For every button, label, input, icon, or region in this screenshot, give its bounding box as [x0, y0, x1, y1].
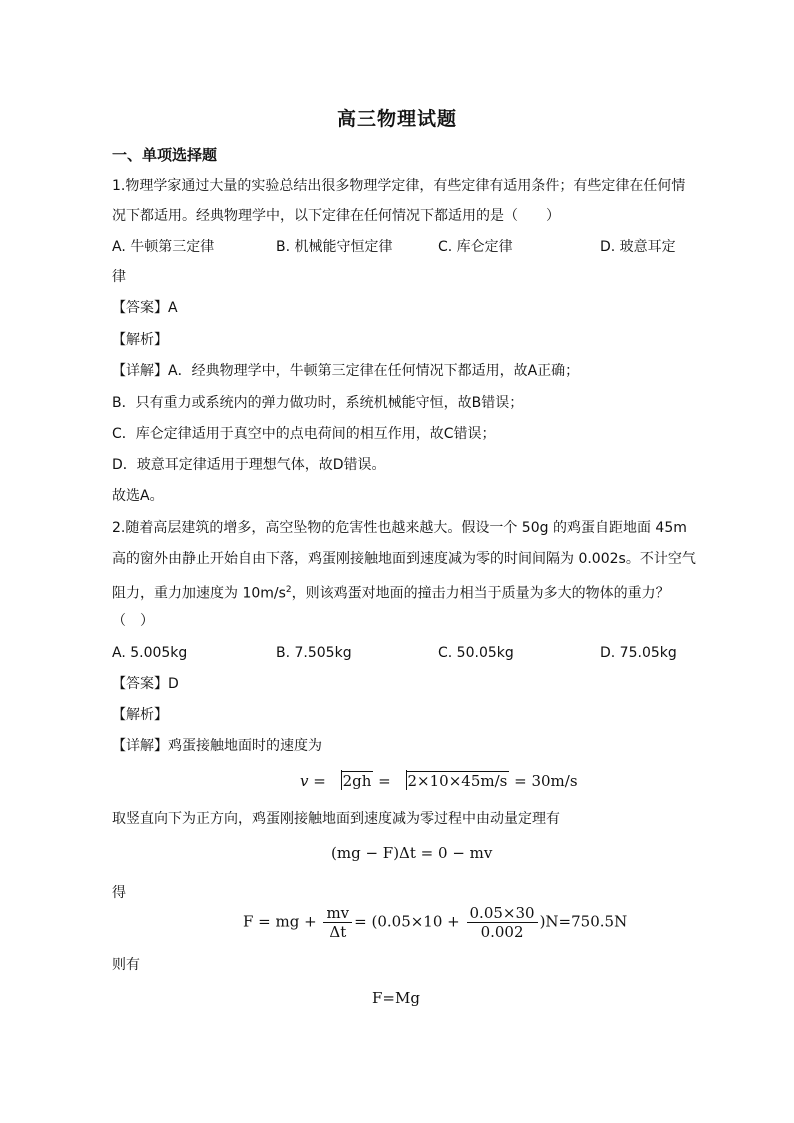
- q1-detail-text1: A．经典物理学中，牛顿第三定律在任何情况下都适用，故A正确；: [168, 363, 580, 379]
- q2-text4: 则有: [112, 957, 140, 973]
- sqrt-symbol: [396, 772, 510, 790]
- q2-detail-text1: 鸡蛋接触地面时的速度为: [168, 738, 322, 754]
- q1-detail-line4: D．玻意耳定律适用于理想气体，故D错误。: [112, 457, 386, 473]
- q2-analysis-tag: 【解析】: [112, 707, 168, 723]
- q1-answer-value: A: [168, 300, 178, 316]
- q1-stem-line2: 况下都适用。经典物理学中，以下定律在任何情况下都适用的是（ ）: [112, 208, 560, 224]
- q2-answer-row: [112, 674, 179, 694]
- q2-stem-line3a: 阻力，重力加速度为 10m/s: [112, 585, 286, 602]
- q2-option-c: C. 50.05kg: [438, 645, 514, 661]
- q2-answer-value: D: [168, 676, 179, 692]
- equation-weight: F=Mg: [372, 989, 420, 1007]
- detail-tag: 【详解】: [112, 738, 168, 754]
- q1-option-a: A. 牛顿第三定律: [112, 239, 215, 255]
- q1-option-c: C. 库仑定律: [438, 239, 513, 255]
- section-heading: 一、单项选择题: [112, 146, 218, 164]
- q1-option-b: B. 机械能守恒定律: [276, 239, 393, 255]
- q2-stem-line1: 2.随着高层建筑的增多，高空坠物的危害性也越来越大。假设一个 50g 的鸡蛋自距地面 45m: [112, 520, 687, 536]
- q2-stem-line3b: ，则该鸡蛋对地面的撞击力相当于质量为多大的物体的重力？: [291, 585, 670, 602]
- q1-detail-line2: B．只有重力或系统内的弹力做功时，系统机械能守恒，故B错误；: [112, 395, 524, 411]
- eq1-radicand1: 2gh: [342, 772, 372, 790]
- q2-option-b: B. 7.505kg: [276, 645, 352, 661]
- q1-analysis-tag: 【解析】: [112, 332, 168, 348]
- page-title: 高三物理试题: [336, 108, 457, 130]
- detail-tag: 【详解】: [112, 363, 168, 379]
- fraction: [467, 904, 538, 941]
- q2-stem-line2: 高的窗外由静止开始自由下落，鸡蛋刚接触地面到速度减为零的时间间隔为 0.002s。不计空气: [112, 551, 696, 567]
- q2-stem-line3: [112, 580, 670, 604]
- eq3-lhs: F = mg +: [243, 912, 322, 931]
- eq1-rhs: = 30m/s: [509, 772, 578, 790]
- eq3-rhs: )N=750.5N: [539, 912, 628, 931]
- equation-velocity: [300, 772, 578, 790]
- eq3-frac2-denominator: 0.002: [480, 923, 524, 941]
- q1-option-d-continued: 律: [112, 269, 126, 285]
- q2-option-d: D. 75.05kg: [600, 645, 677, 661]
- q2-stem-line4: （ ）: [112, 613, 154, 629]
- q1-detail-line3: C．库仑定律适用于真空中的点电荷间的相互作用，故C错误；: [112, 426, 496, 442]
- equation-momentum: (mg − F)Δt = 0 − mv: [331, 844, 493, 862]
- q2-text2: 取竖直向下为正方向，鸡蛋刚接触地面到速度减为零过程中由动量定理有: [112, 811, 560, 827]
- q2-detail-line1: [112, 736, 322, 756]
- q1-answer-row: [112, 298, 178, 318]
- sqrt-symbol: [331, 772, 374, 790]
- eq1-mid: =: [373, 772, 396, 790]
- q1-stem-line1: 1.物理学家通过大量的实验总结出很多物理学定律，有些定律有适用条件；有些定律在任何情: [112, 178, 686, 194]
- q1-option-d: D. 玻意耳定: [600, 239, 676, 255]
- q1-conclusion: 故选A。: [112, 488, 164, 504]
- eq1-lhs: v =: [300, 772, 331, 790]
- eq3-frac2-numerator: 0.05×30: [467, 904, 538, 923]
- q1-detail-line1: [112, 361, 579, 381]
- answer-tag: 【答案】: [112, 300, 168, 316]
- eq3-frac1-numerator: mv: [323, 904, 352, 923]
- q2-option-a: A. 5.005kg: [112, 645, 188, 661]
- eq1-radicand2: 2×10×45m/s: [407, 772, 508, 790]
- equation-force: [243, 904, 627, 941]
- eq3-frac1-denominator: Δt: [329, 923, 347, 941]
- fraction: [323, 904, 352, 941]
- q2-text3: 得: [112, 885, 126, 901]
- answer-tag: 【答案】: [112, 676, 168, 692]
- eq3-mid: = (0.05×10 +: [354, 912, 465, 931]
- q2-stem-exponent: 2: [285, 585, 292, 595]
